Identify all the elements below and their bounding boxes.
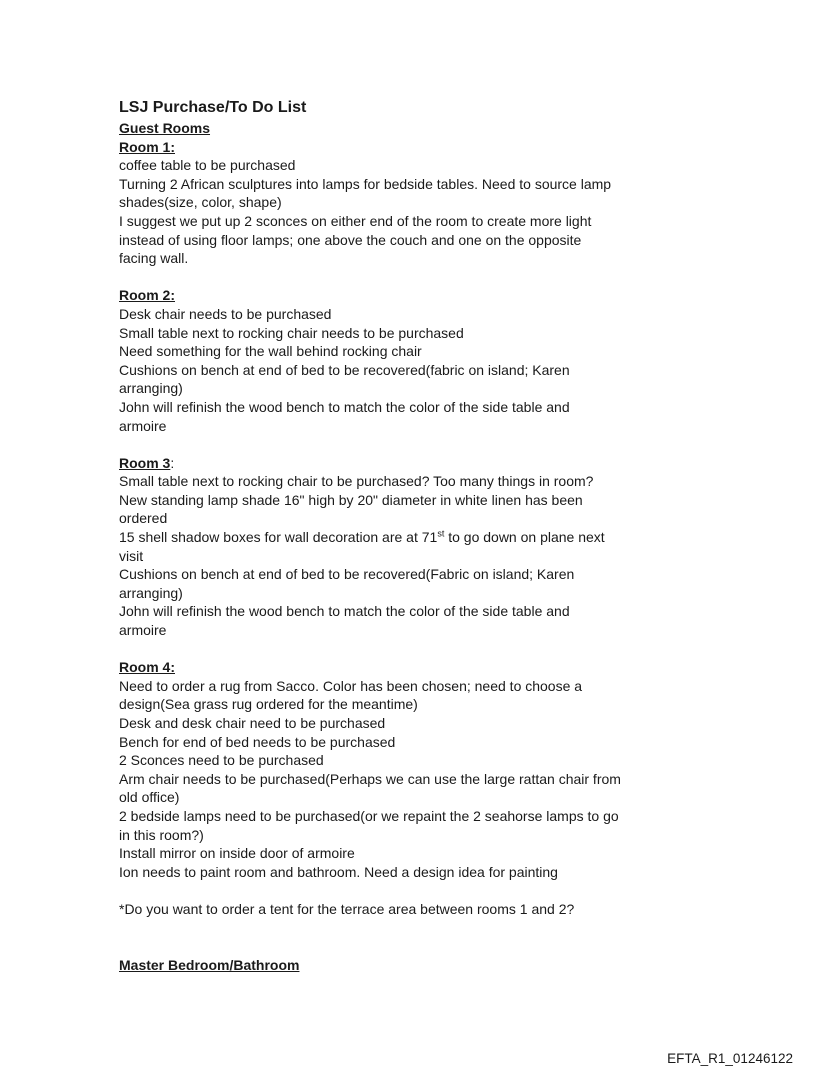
section-heading [119,658,719,677]
bates-number: EFTA_R1_01246122 [667,1051,793,1066]
text-line: Cushions on bench at end of bed to be recovered(Fabric on island; Karen [119,566,575,583]
section-heading [119,454,719,473]
text-line: Need to order a rug from Sacco. Color has been chosen; need to choose a [119,677,583,694]
text-line: Small table next to rocking chair needs to be purchased [119,324,464,341]
text-line: Install mirror on inside door of armoire [119,845,355,862]
text-line: visit [119,547,144,564]
text-line: old office) [119,789,180,806]
text-line: facing wall. [119,250,189,267]
text-line: design(Sea grass rug ordered for the meantime) [119,696,418,713]
text-line: Bench for end of bed needs to be purchased [119,733,396,750]
text-line: Cushions on bench at end of bed to be recovered(fabric on island; Karen [119,361,570,378]
blank-line [119,919,719,938]
text-line: I suggest we put up 2 sconces on either end of the room to create more light [119,212,592,229]
text-line: Ion needs to paint room and bathroom. Need a design idea for painting [119,863,558,880]
text-line: Arm chair needs to be purchased(Perhaps we can use the large rattan chair from [119,770,621,787]
text-line: 15 shell shadow boxes for wall decoration are at 71st to go down on plane next [119,528,605,546]
document-title: LSJ Purchase/To Do List [119,99,307,116]
section-heading-suffix: : [170,454,175,471]
text-line: ordered [119,510,168,527]
document-body [119,119,719,974]
text-line: 2 Sconces need to be purchased [119,752,324,769]
text-line: arranging) [119,584,183,601]
text-line: shades(size, color, shape) [119,194,282,211]
section-heading [119,138,719,157]
text-line: instead of using floor lamps; one above the couch and one on the opposite [119,231,582,248]
text-line: armoire [119,417,167,434]
text-line: armoire [119,622,167,639]
text-line: coffee table to be purchased [119,157,296,174]
blank-line [119,881,719,900]
text-line: in this room?) [119,826,204,843]
text-line: Need something for the wall behind rocking chair [119,343,422,360]
text-line: John will refinish the wood bench to match the color of the side table and [119,398,570,415]
section-heading-text: Master Bedroom/Bathroom [119,956,300,973]
text-line: Desk and desk chair need to be purchased [119,715,386,731]
section-heading-text: Guest Rooms [119,120,211,136]
section-heading-text: Room 2: [119,287,175,304]
blank-line [119,435,719,454]
ordinal-superscript: st [437,528,445,539]
document-content [119,97,719,974]
blank-line [119,937,719,956]
section-heading [119,119,719,138]
text-line: New standing lamp shade 16" high by 20" diameter in white linen has been [119,491,583,508]
text-line: 2 bedside lamps need to be purchased(or we repaint the 2 seahorse lamps to go [119,807,619,824]
text-line: arranging) [119,380,183,397]
section-heading [119,956,719,975]
section-heading-text: Room 3 [119,454,171,471]
blank-line [119,640,719,659]
text-line: *Do you want to order a tent for the terrace area between rooms 1 and 2? [119,900,575,917]
text-line: Desk chair needs to be purchased [119,305,332,322]
section-heading [119,286,719,305]
blank-line [119,268,719,287]
text-line: Turning 2 African sculptures into lamps for bedside tables. Need to source lamp [119,175,612,192]
text-line: John will refinish the wood bench to match the color of the side table and [119,603,570,620]
section-heading-text: Room 1: [119,138,175,155]
text-line: Small table next to rocking chair to be purchased? Too many things in room? [119,473,594,490]
section-heading-text: Room 4: [119,659,175,676]
